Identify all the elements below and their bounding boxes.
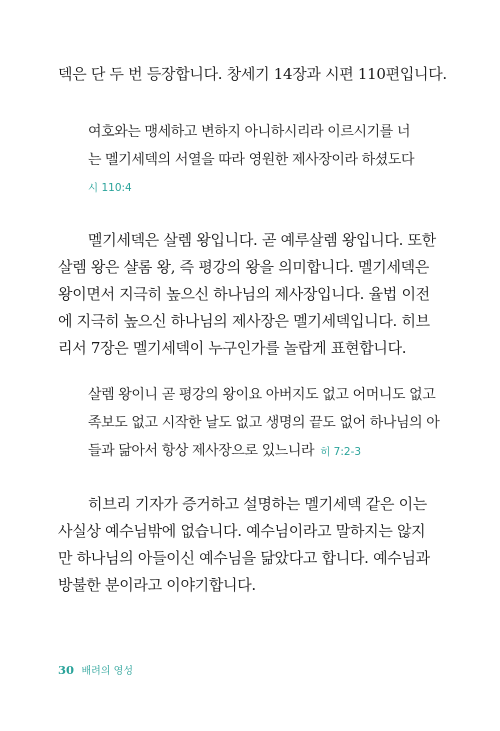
paragraph-3-line-1: 히브리 기자가 증거하고 설명하는 멜기세덱 같은 이는 xyxy=(88,495,427,513)
paragraph-3-line-3: 만 하나님의 아들이신 예수님을 닮았다고 합니다. 예수님과 xyxy=(58,549,430,567)
paragraph-2-line-4: 에 지극히 높으신 하나님의 제사장은 멜기세덱입니다. 히브 xyxy=(58,312,430,330)
paragraph-2-line-5: 리서 7장은 멜기세덱이 누구인가를 놀랍게 표현합니다. xyxy=(58,339,407,357)
paragraph-2-line-2: 살렘 왕은 샬롬 왕, 즉 평강의 왕을 의미합니다. 멜기세덱은 xyxy=(58,258,430,276)
paragraph-2-line-3: 왕이면서 지극히 높으신 하나님의 제사장입니다. 율법 이전 xyxy=(58,285,430,303)
quote-2-line-2: 족보도 없고 시작한 날도 없고 생명의 끝도 없어 하나님의 아 xyxy=(88,415,440,431)
quote-1-reference: 시 110:4 xyxy=(88,182,132,194)
paragraph-1-line-1: 덱은 단 두 번 등장합니다. 창세기 14장과 시편 110편입니다. xyxy=(58,65,447,83)
page-footer xyxy=(58,662,133,677)
paragraph-3-line-4: 방불한 분이라고 이야기합니다. xyxy=(58,576,256,594)
quote-2-line-1: 살렘 왕이니 곧 평강의 왕이요 아버지도 없고 어머니도 없고 xyxy=(88,387,436,403)
quote-1-line-1: 여호와는 맹세하고 변하지 아니하시리라 이르시기를 너 xyxy=(88,124,411,140)
quote-2-reference: 히 7:2-3 xyxy=(320,446,362,458)
quote-2-line-3 xyxy=(88,441,448,462)
book-title: 배려의 영성 xyxy=(81,666,133,677)
quote-1-line-2: 는 멜기세덱의 서열을 따라 영원한 제사장이라 하셨도다 xyxy=(88,152,415,168)
quote-2-line-3-text: 들과 닮아서 항상 제사장으로 있느니라 xyxy=(88,443,315,459)
page-number: 30 xyxy=(58,663,75,677)
paragraph-3-line-2: 사실상 예수님밖에 없습니다. 예수님이라고 말하지는 않지 xyxy=(58,522,426,540)
paragraph-2-line-1: 멜기세덱은 살렘 왕입니다. 곧 예루살렘 왕입니다. 또한 xyxy=(88,231,436,249)
